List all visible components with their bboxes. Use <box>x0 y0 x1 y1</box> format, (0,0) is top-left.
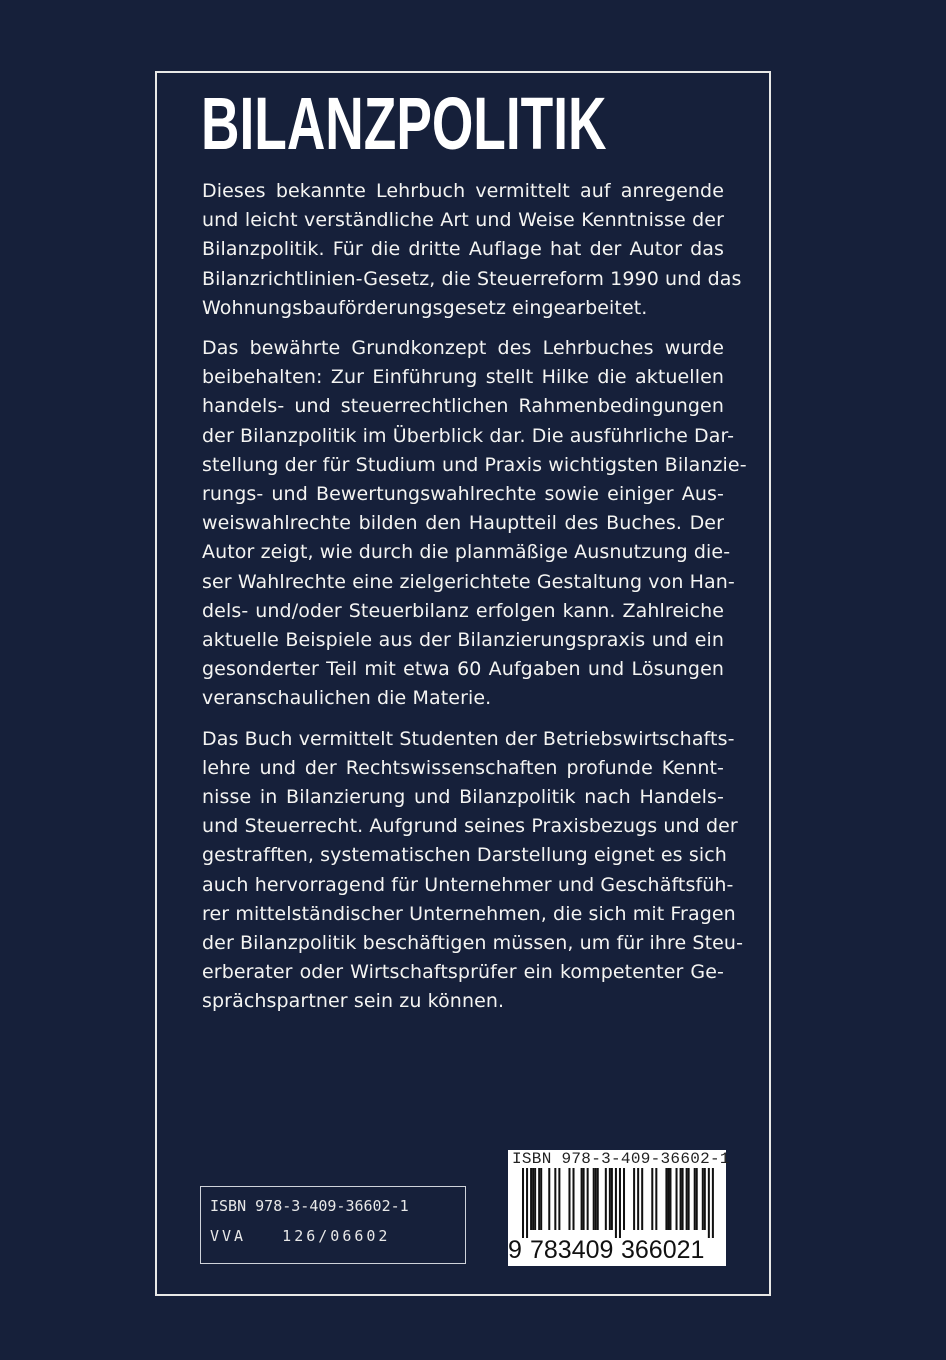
text-line: Wohnungsbauförderungsgesetz eingearbeitet. <box>202 296 648 319</box>
text-line: nisse in Bilanzierung und Bilanzpolitik nach Handels- <box>202 786 724 809</box>
paragraph <box>202 725 744 1017</box>
barcode-bar <box>686 1168 688 1230</box>
barcode-bar <box>680 1168 682 1230</box>
text-line: stellung der für Studium und Praxis wichtigsten Bilanzie- <box>202 453 747 476</box>
text-line: der Bilanzpolitik beschäftigen müssen, um für ihre Steu- <box>202 932 744 955</box>
barcode-bar <box>573 1168 575 1230</box>
barcode-bar <box>526 1168 528 1238</box>
barcode-bar <box>587 1168 589 1230</box>
paragraph <box>202 334 747 714</box>
text-line: Bilanzpolitik. Für die dritte Auflage hat der Autor das <box>202 238 724 261</box>
text-line: auch hervorragend für Unternehmer und Geschäftsfüh- <box>202 873 734 896</box>
barcode-bar <box>702 1168 704 1230</box>
order-number: VVA 126/06602 <box>210 1227 391 1245</box>
barcode-bar <box>694 1168 696 1230</box>
barcode-bar <box>667 1168 669 1230</box>
text-line: veranschaulichen die Materie. <box>202 687 492 710</box>
barcode-bar <box>708 1168 710 1238</box>
text-line: und leicht verständliche Art und Weise Kenntnisse der <box>202 209 724 232</box>
barcode-bar <box>540 1168 542 1230</box>
text-line: der Bilanzpolitik im Überblick dar. Die ausführliche Dar- <box>202 424 735 447</box>
text-line: rungs- und Bewertungswahlrechte sowie einiger Aus- <box>202 483 724 506</box>
barcode-bar <box>554 1168 556 1230</box>
barcode-bar <box>615 1168 617 1238</box>
barcode-bar <box>532 1168 534 1230</box>
text-line: rer mittelständischer Unternehmen, die sich mit Fragen <box>202 902 736 925</box>
barcode-bar <box>611 1168 613 1230</box>
barcode-isbn-label: ISBN 978-3-409-36602-1 <box>512 1150 730 1168</box>
barcode-bar <box>688 1168 690 1230</box>
barcode-bar <box>583 1168 585 1230</box>
barcode-bar <box>595 1168 597 1230</box>
barcode-bar <box>593 1168 595 1230</box>
barcode-bar <box>682 1168 684 1230</box>
barcode-bars <box>508 1150 726 1266</box>
text-line: Das Buch vermittelt Studenten der Betriebswirtschafts- <box>202 727 735 750</box>
text-line: aktuelle Beispiele aus der Bilanzierungspraxis und ein <box>202 629 724 652</box>
barcode-bar <box>522 1168 524 1238</box>
barcode-bar <box>641 1168 643 1230</box>
text-line: weiswahlrechte bilden den Hauptteil des Buches. Der <box>202 512 724 535</box>
blurb-text <box>202 177 747 1028</box>
barcode <box>508 1150 730 1266</box>
barcode-bar <box>581 1168 583 1230</box>
text-line: Das bewährte Grundkonzept des Lehrbuches wurde <box>202 337 724 360</box>
barcode-bar <box>696 1168 698 1230</box>
barcode-bar <box>619 1168 621 1238</box>
barcode-bar <box>530 1168 532 1230</box>
text-line: Dieses bekannte Lehrbuch vermittelt auf anregende <box>202 180 724 202</box>
barcode-bar <box>623 1168 625 1230</box>
barcode-bar <box>676 1168 678 1230</box>
text-line: und Steuerrecht. Aufgrund seines Praxisbezugs und der <box>202 815 738 838</box>
barcode-bar <box>704 1168 706 1230</box>
isbn-text: ISBN 978-3-409-36602-1 <box>210 1197 409 1215</box>
barcode-bar <box>712 1168 714 1238</box>
barcode-bar <box>534 1168 536 1230</box>
text-line: erberater oder Wirtschaftsprüfer ein kompetenter Ge- <box>202 961 724 984</box>
text-line: lehre und der Rechtswissenschaften profunde Kennt- <box>202 756 724 779</box>
barcode-first-digit: 9 <box>508 1236 522 1264</box>
text-line: handels- und steuerrechtlichen Rahmenbedingungen <box>202 395 724 418</box>
barcode-left-digits: 783409 <box>530 1236 614 1264</box>
text-line: gesonderter Teil mit etwa 60 Aufgaben und Lösungen <box>202 658 724 681</box>
barcode-bar <box>669 1168 671 1230</box>
text-line: dels- und/oder Steuerbilanz erfolgen kann. Zahlreiche <box>202 599 724 622</box>
barcode-bar <box>665 1168 667 1230</box>
barcode-bar <box>605 1168 607 1230</box>
text-line: gestrafften, systematischen Darstellung eignet es sich <box>202 844 727 867</box>
text-line: sprächspartner sein zu können. <box>202 990 505 1013</box>
text-line: Bilanzrichtlinien-Gesetz, die Steuerreform 1990 und das <box>202 267 742 290</box>
book-title: BILANZPOLITIK <box>201 82 607 165</box>
barcode-bar <box>655 1168 657 1230</box>
barcode-bar <box>633 1168 635 1230</box>
text-line: Autor zeigt, wie durch die planmäßige Ausnutzung die- <box>202 541 731 564</box>
text-line: ser Wahlrechte eine zielgerichtete Gestaltung von Han- <box>202 570 735 593</box>
barcode-bar <box>651 1168 653 1230</box>
barcode-bar <box>558 1168 560 1230</box>
isbn-box <box>200 1186 466 1264</box>
barcode-bar <box>597 1168 599 1230</box>
barcode-bar <box>637 1168 639 1230</box>
barcode-bar <box>568 1168 570 1230</box>
barcode-bar <box>548 1168 550 1230</box>
text-line: beibehalten: Zur Einführung stellt Hilke die aktuellen <box>202 366 724 389</box>
paragraph <box>202 177 742 323</box>
barcode-bar <box>609 1168 611 1230</box>
barcode-bar <box>538 1168 540 1230</box>
barcode-right-digits: 366021 <box>621 1236 705 1264</box>
